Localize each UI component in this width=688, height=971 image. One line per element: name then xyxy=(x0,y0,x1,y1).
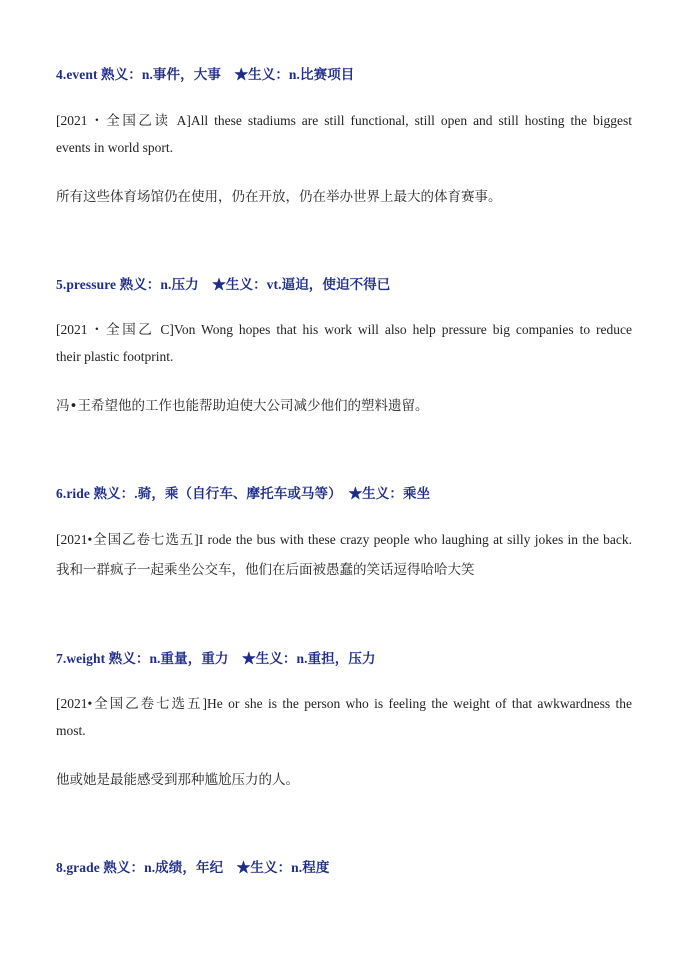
example-sentence-line: [2021•全国乙卷七选五]I rode the bus with these crazy people who laughing at silly jokes in the back. xyxy=(56,532,632,547)
entry-heading: 4.event 熟义：n.事件，大事 ★生义：n.比赛项目 xyxy=(56,67,355,82)
translation-line: 所有这些体育场馆仍在使用，仍在开放，仍在举办世界上最大的体育赛事。 xyxy=(56,189,502,205)
example-sentence-line: [2021・全国乙读 A]All these stadiums are still functional, still open and still hosting the biggest xyxy=(56,113,632,128)
entry-heading: 8.grade 熟义：n.成绩，年纪 ★生义：n.程度 xyxy=(56,860,330,875)
entry-heading: 5.pressure 熟义：n.压力 ★生义：vt.逼迫，使迫不得已 xyxy=(56,277,391,292)
example-sentence-line: their plastic footprint. xyxy=(56,349,174,364)
example-sentence-line: most. xyxy=(56,723,86,738)
translation-line: 我和一群疯子一起乘坐公交车，他们在后面被愚蠢的笑话逗得哈哈大笑 xyxy=(56,562,475,578)
example-sentence-line: [2021・全国乙 C]Von Wong hopes that his work will also help pressure big companies to reduce xyxy=(56,322,632,337)
entry-heading: 7.weight 熟义：n.重量，重力 ★生义：n.重担，压力 xyxy=(56,651,376,666)
example-sentence-line: events in world sport. xyxy=(56,140,173,155)
entry-heading: 6.ride 熟义：.骑，乘（自行车、摩托车或马等） ★生义：乘坐 xyxy=(56,486,431,501)
translation-line: 他或她是最能感受到那种尴尬压力的人。 xyxy=(56,772,299,788)
translation-line: 冯•王希望他的工作也能帮助迫使大公司减少他们的塑料遗留。 xyxy=(56,398,429,414)
example-sentence-line: [2021•全国乙卷七选五]He or she is the person who is feeling the weight of that awkwardness the xyxy=(56,696,632,711)
